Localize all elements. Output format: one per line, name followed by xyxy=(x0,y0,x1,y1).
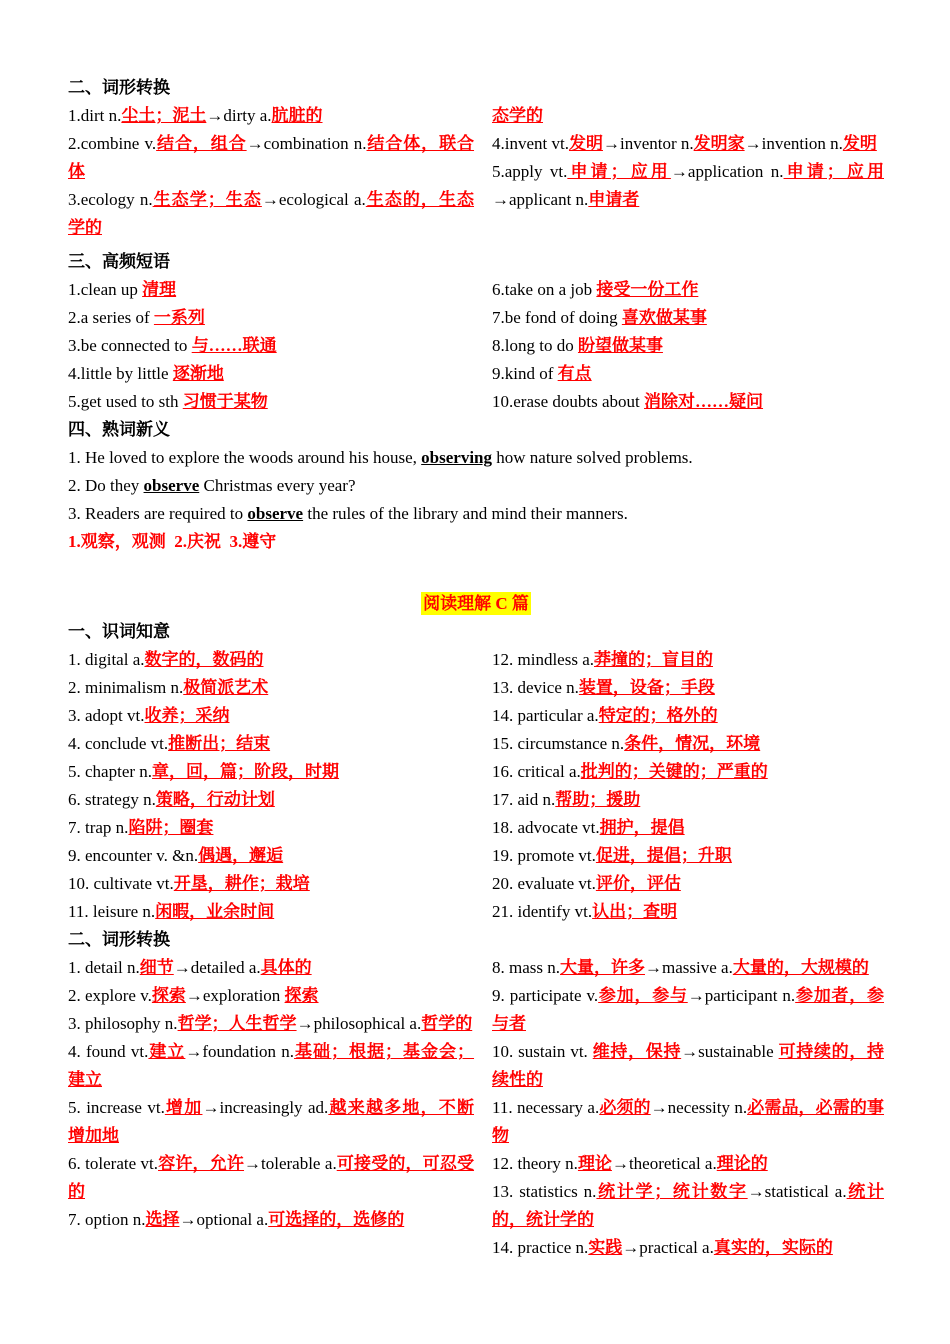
morph-a-right xyxy=(492,102,884,242)
morph-c-item xyxy=(68,1206,474,1234)
morph-c-item xyxy=(68,1038,474,1094)
word-text: →sustainable xyxy=(681,1042,779,1061)
word-text: 5. chapter n. xyxy=(68,762,153,781)
answer-text: 可接受的，可忍受的 xyxy=(68,1154,475,1201)
word-text: →theoretical a. xyxy=(611,1154,717,1173)
answer-text: 一系列 xyxy=(153,308,205,327)
answer-text: 认出；查明 xyxy=(592,902,678,921)
answer-text: 维持，保持 xyxy=(592,1042,682,1061)
morph-c-item xyxy=(492,1094,884,1150)
answer-text: 消除对……疑问 xyxy=(644,392,764,411)
reading-title xyxy=(68,590,884,618)
answer-text: 哲学；人生哲学 xyxy=(177,1014,297,1033)
word-text: 14. particular a. xyxy=(492,706,599,725)
answer-text: 选择 xyxy=(145,1210,180,1229)
answer-text: 必需品，必需的事物 xyxy=(492,1098,885,1145)
answer-text: 尘土；泥土 xyxy=(121,106,207,125)
answer-text: 推断出；结束 xyxy=(168,734,271,753)
vocab-item xyxy=(492,702,884,730)
answer-text: 增加 xyxy=(164,1098,203,1117)
morph-a-item xyxy=(68,130,474,186)
morph-c-item xyxy=(68,954,474,982)
word-text: 2. minimalism n. xyxy=(68,678,184,697)
word-text: 4. found vt. xyxy=(68,1042,149,1061)
answer-text: 越来越多地，不断增加地 xyxy=(68,1098,474,1145)
word-text: 7. option n. xyxy=(68,1210,146,1229)
vocab-item xyxy=(68,786,474,814)
word-text: 12. theory n. xyxy=(492,1154,578,1173)
morph-c-columns xyxy=(68,954,884,1262)
vocab-item xyxy=(68,646,474,674)
sentence-text: the rules of the library and mind their manners. xyxy=(303,504,628,523)
word-text: →inventor n. xyxy=(602,134,694,153)
word-text: →detailed a. xyxy=(173,958,261,977)
answer-text: 具体的 xyxy=(260,958,312,977)
answer-text: 帮助；援助 xyxy=(555,790,641,809)
answer-text: 接受一份工作 xyxy=(596,280,699,299)
answer-text: 容许，允许 xyxy=(158,1154,245,1173)
answer-text: 申请者 xyxy=(588,190,640,209)
vocab-left xyxy=(68,646,492,926)
answer-text: 态学的 xyxy=(492,106,543,125)
meaning-answer: 1.观察，观测 2.庆祝 3.遵守 xyxy=(68,532,277,551)
section-heading-meanings: 四、熟词新义 xyxy=(68,420,170,439)
word-text: 13. device n. xyxy=(492,678,579,697)
reading-title-text: 阅读理解 C 篇 xyxy=(423,594,529,613)
phrase-item xyxy=(68,360,474,388)
phrase-en: 7.be fond of doing xyxy=(492,308,622,327)
phrase-item xyxy=(68,332,474,360)
word-text: 14. practice n. xyxy=(492,1238,589,1257)
word-text: →philosophical a. xyxy=(296,1014,422,1033)
phrase-item xyxy=(492,360,884,388)
answer-text: 结合体，联合体 xyxy=(68,134,475,181)
morph-c-item xyxy=(492,982,884,1038)
word-text: 7. trap n. xyxy=(68,818,129,837)
answer-text: 评价，评估 xyxy=(595,874,681,893)
answer-text: 喜欢做某事 xyxy=(621,308,707,327)
answer-text: 哲学的 xyxy=(421,1014,473,1033)
word-text: 3.ecology n. xyxy=(68,190,153,209)
section-heading-morph-c: 二、词形转换 xyxy=(68,930,170,949)
word-text: 8. mass n. xyxy=(492,958,560,977)
sentence-item xyxy=(68,500,884,528)
phrase-en: 1.clean up xyxy=(68,280,143,299)
answer-text: 盼望做某事 xyxy=(577,336,663,355)
morph-a-continuation xyxy=(492,102,884,130)
word-text: 15. circumstance n. xyxy=(492,734,625,753)
morph-c-item xyxy=(492,1150,884,1178)
vocab-item xyxy=(68,702,474,730)
phrase-en: 8.long to do xyxy=(492,336,578,355)
vocab-item xyxy=(492,842,884,870)
morph-a-columns xyxy=(68,102,884,242)
morph-c-left xyxy=(68,954,492,1262)
vocab-item xyxy=(492,758,884,786)
section-heading-phrases: 三、高频短语 xyxy=(68,252,170,271)
phrase-item xyxy=(492,276,884,304)
vocab-item xyxy=(68,730,474,758)
word-text: 17. aid n. xyxy=(492,790,556,809)
vocab-item xyxy=(492,786,884,814)
morph-c-item xyxy=(68,1010,474,1038)
word-text: 6. strategy n. xyxy=(68,790,156,809)
answer-text: 参加，参与 xyxy=(598,986,688,1005)
word-text: →increasingly ad. xyxy=(202,1098,329,1117)
morph-c-item xyxy=(492,1234,884,1262)
word-text: 1.dirt n. xyxy=(68,106,122,125)
answer-text: 章，回，篇；阶段，时期 xyxy=(152,762,340,781)
answer-text: 逐渐地 xyxy=(172,364,224,383)
phrase-item xyxy=(68,276,474,304)
word-text: 13. statistics n. xyxy=(492,1182,597,1201)
word-text: 4.invent vt. xyxy=(492,134,569,153)
answer-text: 探索 xyxy=(151,986,186,1005)
vocab-item xyxy=(492,730,884,758)
word-text: →tolerable a. xyxy=(244,1154,337,1173)
vocab-item xyxy=(492,814,884,842)
sentence-text: how nature solved problems. xyxy=(492,448,693,467)
word-text: 11. leisure n. xyxy=(68,902,156,921)
vocab-item xyxy=(492,898,884,926)
word-text: 5.apply vt. xyxy=(492,162,568,181)
answer-text: 极简派艺术 xyxy=(183,678,269,697)
answer-text: 申请；应用 xyxy=(783,162,884,181)
keyword-text: observe xyxy=(143,476,200,495)
morph-c-item xyxy=(492,1178,884,1234)
answer-text: 理论 xyxy=(577,1154,612,1173)
answer-text: 生态的，生态学的 xyxy=(68,190,475,237)
word-text: →combination n. xyxy=(246,134,367,153)
answer-text: 莽撞的；盲目的 xyxy=(594,650,713,669)
morph-a-item xyxy=(492,158,884,214)
answer-text: 实践 xyxy=(588,1238,623,1257)
morph-a-item xyxy=(68,186,474,242)
answer-text: 必须的 xyxy=(599,1098,651,1117)
vocab-columns xyxy=(68,646,884,926)
word-text: 9. encounter v. &n. xyxy=(68,846,199,865)
answer-text: 大量，许多 xyxy=(560,958,645,977)
sentence-text: Christmas every year? xyxy=(199,476,356,495)
word-text: →optional a. xyxy=(179,1210,269,1229)
phrase-en: 6.take on a job xyxy=(492,280,597,299)
phrase-en: 10.erase doubts about xyxy=(492,392,645,411)
spacer xyxy=(68,556,884,586)
phrase-en: 9.kind of xyxy=(492,364,558,383)
word-text: →exploration xyxy=(185,986,285,1005)
morph-c-item xyxy=(68,1094,474,1150)
answer-text: 生态学；生态 xyxy=(152,190,262,209)
answer-text: 陷阱；圈套 xyxy=(128,818,214,837)
phrase-item xyxy=(68,304,474,332)
word-text: 16. critical a. xyxy=(492,762,581,781)
answer-text: 肮脏的 xyxy=(271,106,323,125)
word-text: 11. necessary a. xyxy=(492,1098,600,1117)
word-text: →necessity n. xyxy=(650,1098,748,1117)
sentence-text: 2. Do they xyxy=(68,476,144,495)
vocab-item xyxy=(68,758,474,786)
word-text: →practical a. xyxy=(622,1238,714,1257)
answer-text: 可持续的，持续性的 xyxy=(492,1042,885,1089)
word-text: →applicant n. xyxy=(492,190,589,209)
answer-text: 闲暇，业余时间 xyxy=(155,902,275,921)
answer-text: 探索 xyxy=(284,986,319,1005)
word-text: 10. cultivate vt. xyxy=(68,874,174,893)
phrase-item xyxy=(492,388,884,416)
vocab-item xyxy=(492,646,884,674)
word-text: 9. participate v. xyxy=(492,986,599,1005)
morph-a-item xyxy=(68,102,474,130)
word-text: 2. explore v. xyxy=(68,986,152,1005)
answer-text: 促进，提倡；升职 xyxy=(595,846,732,865)
answer-text: 条件，情况，环境 xyxy=(624,734,761,753)
answer-text: 批判的；关键的；严重的 xyxy=(580,762,768,781)
word-text: 5. increase vt. xyxy=(68,1098,165,1117)
answer-text: 参加者，参与者 xyxy=(492,986,884,1033)
phrase-en: 3.be connected to xyxy=(68,336,192,355)
vocab-item xyxy=(68,898,474,926)
phrases-left xyxy=(68,276,492,416)
morph-c-item xyxy=(492,1038,884,1094)
vocab-item xyxy=(492,674,884,702)
answer-text: 统计学；统计数字 xyxy=(596,1182,748,1201)
keyword-text: observe xyxy=(247,504,304,523)
answer-text: 发明家 xyxy=(693,134,745,153)
word-text: 2.combine v. xyxy=(68,134,157,153)
morph-a-item xyxy=(492,130,884,158)
word-text: 1. digital a. xyxy=(68,650,145,669)
word-text: →application n. xyxy=(670,162,784,181)
word-text: 12. mindless a. xyxy=(492,650,594,669)
phrase-en: 4.little by little xyxy=(68,364,173,383)
phrase-en: 5.get used to sth xyxy=(68,392,183,411)
answer-text: 有点 xyxy=(557,364,592,383)
morph-c-item xyxy=(68,982,474,1010)
answer-text: 细节 xyxy=(139,958,174,977)
word-text: →dirty a. xyxy=(206,106,272,125)
answer-text: 基础；根据；基金会；建立 xyxy=(68,1042,475,1089)
word-text: 3. adopt vt. xyxy=(68,706,145,725)
word-text: 1. detail n. xyxy=(68,958,140,977)
morph-a-left xyxy=(68,102,492,242)
phrase-en: 2.a series of xyxy=(68,308,154,327)
keyword-text: observing xyxy=(421,448,493,467)
word-text: 3. philosophy n. xyxy=(68,1014,178,1033)
document-page xyxy=(68,74,884,1262)
answer-text: 策略，行动计划 xyxy=(155,790,275,809)
answer-text: 理论的 xyxy=(716,1154,768,1173)
phrase-item xyxy=(68,388,474,416)
phrases-columns xyxy=(68,276,884,416)
vocab-item xyxy=(68,842,474,870)
morph-c-item xyxy=(492,954,884,982)
answer-text: 清理 xyxy=(142,280,177,299)
word-text: →ecological a. xyxy=(261,190,366,209)
answer-text: 开垦，耕作；栽培 xyxy=(173,874,310,893)
sentence-item xyxy=(68,472,884,500)
word-text: →statistical a. xyxy=(747,1182,847,1201)
morph-c-item xyxy=(68,1150,474,1206)
section-heading-vocab: 一、识词知意 xyxy=(68,622,170,641)
answer-text: 申请；应用 xyxy=(567,162,671,181)
word-text: 19. promote vt. xyxy=(492,846,596,865)
word-text: →foundation n. xyxy=(185,1042,295,1061)
answer-text: 收养；采纳 xyxy=(144,706,230,725)
answer-text: 偶遇，邂逅 xyxy=(198,846,284,865)
answer-text: 拥护，提倡 xyxy=(599,818,685,837)
word-text: →massive a. xyxy=(645,958,733,977)
vocab-item xyxy=(492,870,884,898)
sentence-item xyxy=(68,444,884,472)
answer-text: 建立 xyxy=(148,1042,186,1061)
section-heading-morph-a: 二、词形转换 xyxy=(68,78,170,97)
answer-text: 习惯于某物 xyxy=(182,392,268,411)
answer-text: 大量的，大规模的 xyxy=(732,958,869,977)
word-text: 10. sustain vt. xyxy=(492,1042,593,1061)
word-text: 6. tolerate vt. xyxy=(68,1154,159,1173)
word-text: 20. evaluate vt. xyxy=(492,874,596,893)
vocab-item xyxy=(68,814,474,842)
word-text: →participant n. xyxy=(687,986,796,1005)
word-text: 4. conclude vt. xyxy=(68,734,169,753)
answer-text: 装置，设备；手段 xyxy=(578,678,715,697)
vocab-item xyxy=(68,870,474,898)
answer-text: 统计的，统计学的 xyxy=(492,1182,884,1229)
phrase-item xyxy=(492,332,884,360)
answer-text: 结合，组合 xyxy=(156,134,247,153)
answer-text: 可选择的，选修的 xyxy=(268,1210,405,1229)
answer-text: 发明 xyxy=(842,134,877,153)
sentence-text: 1. He loved to explore the woods around his house, xyxy=(68,448,422,467)
vocab-item xyxy=(68,674,474,702)
word-text: →invention n. xyxy=(744,134,843,153)
answer-text: 发明 xyxy=(568,134,603,153)
word-text: 21. identify vt. xyxy=(492,902,593,921)
word-text: 18. advocate vt. xyxy=(492,818,600,837)
morph-c-right xyxy=(492,954,884,1262)
phrases-right xyxy=(492,276,884,416)
answer-text: 数字的，数码的 xyxy=(144,650,264,669)
sentence-text: 3. Readers are required to xyxy=(68,504,248,523)
answer-text: 与……联通 xyxy=(191,336,277,355)
phrase-item xyxy=(492,304,884,332)
answer-text: 真实的，实际的 xyxy=(713,1238,833,1257)
answer-text: 特定的；格外的 xyxy=(598,706,718,725)
vocab-right xyxy=(492,646,884,926)
